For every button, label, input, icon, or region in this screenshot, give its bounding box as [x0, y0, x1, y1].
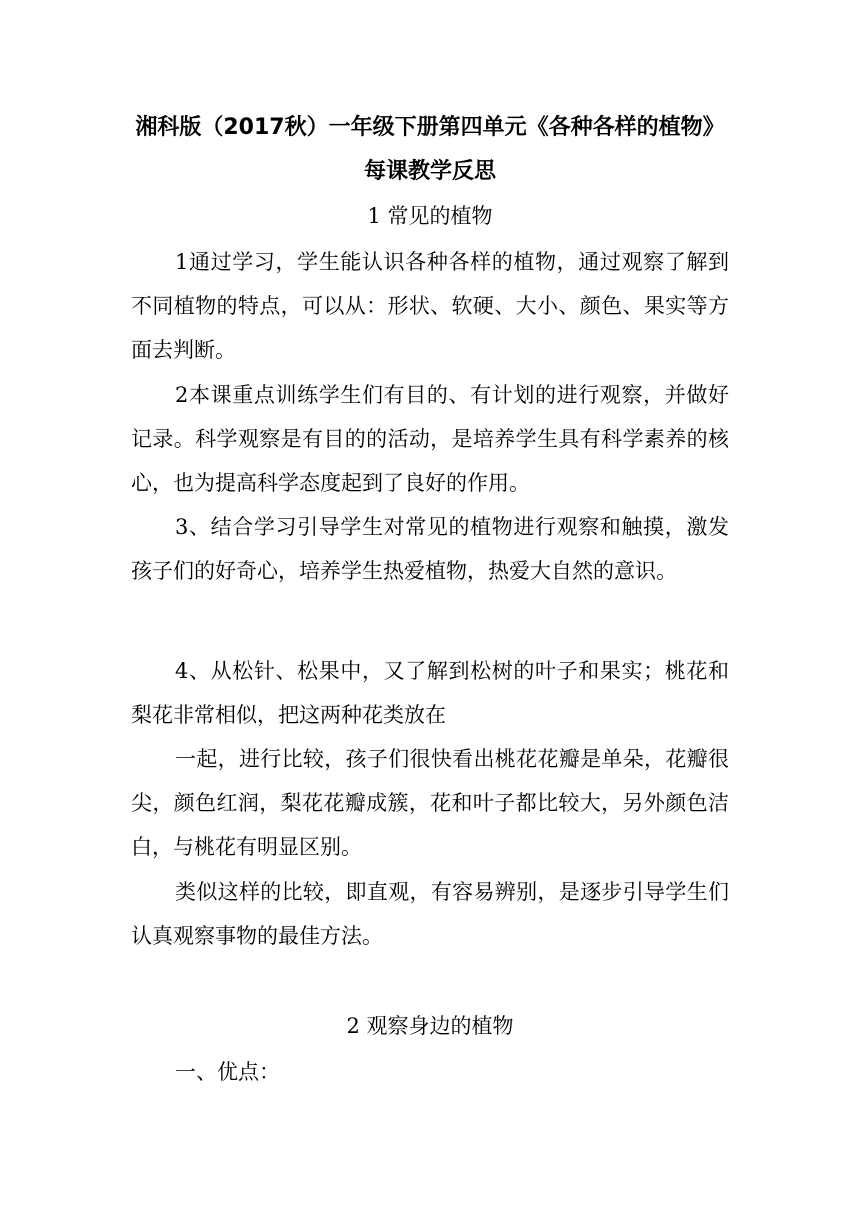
- paragraph-5: 一起，进行比较，孩子们很快看出桃花花瓣是单朵，花瓣很尖，颜色红润，梨花花瓣成簇，花和叶子都比较大，另外颜色洁白，与桃花有明显区别。: [131, 747, 729, 859]
- document-title-line2: 每课教学反思: [363, 159, 496, 184]
- paragraph-6: 类似这样的比较，即直观，有容易辨别，是逐步引导学生们认真观察事物的最佳方法。: [131, 880, 729, 948]
- paragraph-7: 一、优点：: [175, 1060, 280, 1084]
- paragraph-4: 4、从松针、松果中，又了解到松树的叶子和果实；桃花和梨花非常相似，把这两种花类放在: [131, 659, 729, 727]
- section-heading-2: 2 观察身边的植物: [346, 1014, 514, 1038]
- paragraph-2: 2本课重点训练学生们有目的、有计划的进行观察，并做好记录。科学观察是有目的的活动，是培养学生具有科学素养的核心，也为提高科学态度起到了良好的作用。: [131, 383, 729, 495]
- section-heading-1: 1 常见的植物: [367, 204, 493, 228]
- document-title-line1: 湘科版（2017秋）一年级下册第四单元《各种各样的植物》: [135, 115, 725, 140]
- paragraph-1: 1通过学习，学生能认识各种各样的植物，通过观察了解到不同植物的特点，可以从：形状、软硬、大小、颜色、果实等方面去判断。: [131, 250, 729, 362]
- paragraph-3: 3、结合学习引导学生对常见的植物进行观察和触摸，激发孩子们的好奇心，培养学生热爱植物，热爱大自然的意识。: [131, 515, 729, 583]
